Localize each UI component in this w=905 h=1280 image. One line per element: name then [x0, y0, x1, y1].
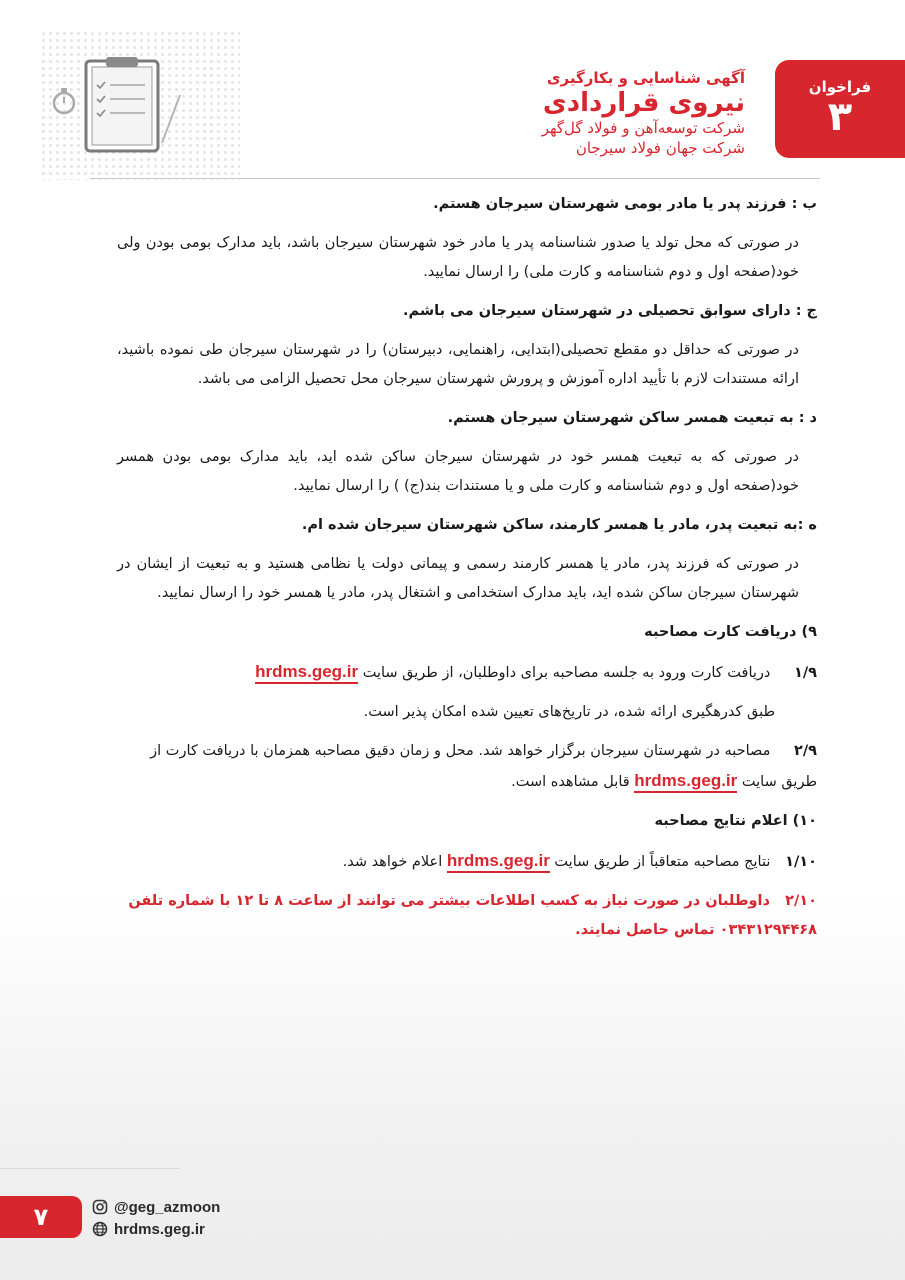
page-number: ۷	[0, 1196, 82, 1238]
instagram-handle: @geg_azmoon	[114, 1198, 221, 1216]
item-9-2-end: قابل مشاهده است.	[511, 774, 630, 790]
section-b-heading: ب : فرزند پدر یا مادر بومی شهرستان سیرجان هستم.	[433, 196, 817, 212]
website-row[interactable]	[92, 1218, 220, 1240]
website-url: hrdms.geg.ir	[114, 1220, 205, 1238]
item-9-2	[117, 737, 817, 797]
badge-number: ۳	[827, 94, 853, 140]
section-d-text: در صورتی که به تبعیت همسر خود در شهرستان سیرجان ساکن شده اید، باید مدارک بومی بودن همسر خود(صفحه اول و دوم شناسنامه و کارت ملی و یا مستندات بند(ج) ) را ارسال نمایید.	[117, 449, 799, 494]
call-badge	[775, 60, 905, 158]
header-line-2: نیروی قراردادی	[542, 88, 745, 118]
section-b-text: در صورتی که محل تولد یا صدور شناسنامه پدر یا مادر خود شهرستان سیرجان باشد، باید مدارک بومی بودن ولی خود(صفحه اول و دوم شناسنامه و کارت ملی) را ارسال نمایید.	[117, 235, 799, 280]
footer-contacts	[92, 1196, 220, 1240]
item-9-2-number: ۲/۹	[794, 743, 817, 759]
item-10-2-text: داوطلبان در صورت نیاز به کسب اطلاعات بیشتر می توانند از ساعت ۸ تا ۱۲ با شماره تلفن ۰۳۴۳۱۲۹۴۴۶۸ تماس حاصل نمایند.	[128, 893, 817, 938]
item-10-2	[117, 887, 817, 945]
header-line-3: شرکت توسعه‌آهن و فولاد گل‌گهر	[541, 119, 745, 137]
page-header	[0, 60, 905, 165]
item-10-1-text: نتایج مصاحبه متعاقباً از طریق سایت	[554, 854, 771, 870]
globe-icon	[92, 1221, 108, 1237]
item-9-2-text: مصاحبه در شهرستان سیرجان برگزار خواهد شد. محل و زمان دقیق مصاحبه همزمان با دریافت کارت از طریق سایت	[150, 743, 817, 790]
item-10-1	[117, 846, 817, 877]
item-10-1-number: ۱/۱۰	[785, 854, 817, 870]
site-link[interactable]: hrdms.geg.ir	[255, 662, 358, 684]
header-title	[542, 68, 745, 158]
section-h-heading: ه :به تبعیت پدر، مادر یا همسر کارمند، ساکن شهرستان سیرجان شده ام.	[301, 517, 817, 533]
section-d-heading: د : به تبعیت همسر ساکن شهرستان سیرجان هستم.	[447, 410, 817, 426]
item-9-1-text: دریافت کارت ورود به جلسه مصاحبه برای داوطلبان، از طریق سایت	[362, 665, 771, 681]
item-9-1-continued: طبق کدرهگیری ارائه شده، در تاریخ‌های تعیین شده امکان پذیر است.	[363, 704, 775, 720]
section-9-title: ۹) دریافت کارت مصاحبه	[644, 624, 817, 640]
item-9-1-number: ۱/۹	[794, 665, 817, 681]
section-j-text: در صورتی که حداقل دو مقطع تحصیلی(ابتدایی، راهنمایی، دبیرستان) را در شهرستان سیرجان طی نموده باشید، ارائه مستندات لازم با تأیید اداره آموزش و پرورش شهرستان سیرجان محل تحصیل الزامی می باشد.	[117, 342, 799, 387]
instagram-row[interactable]	[92, 1196, 220, 1218]
header-line-4: شرکت جهان فولاد سیرجان	[575, 139, 745, 157]
header-divider	[90, 178, 820, 179]
site-link[interactable]: hrdms.geg.ir	[447, 851, 550, 873]
item-10-2-number: ۲/۱۰	[785, 893, 817, 909]
document-body	[117, 190, 817, 955]
badge-label: فراخوان	[808, 78, 872, 96]
site-link[interactable]: hrdms.geg.ir	[634, 771, 737, 793]
footer-divider	[0, 1168, 180, 1169]
section-h-text: در صورتی که فرزند پدر، مادر یا همسر کارمند رسمی و پیمانی دولت یا نظامی هستید و به تبعیت از ایشان در شهرستان سیرجان ساکن شده اید، باید مدارک استخدامی و اشتغال پدر، مادر یا همسر خود را ارسال نمایید.	[117, 556, 799, 601]
header-line-1: آگهی شناسایی و بکارگیری	[546, 69, 745, 87]
item-9-1	[117, 657, 817, 688]
section-10-title: ۱۰) اعلام نتایج مصاحبه	[654, 813, 817, 829]
instagram-icon	[92, 1199, 108, 1215]
item-10-1-end: اعلام خواهد شد.	[342, 854, 443, 870]
section-j-heading: ج : دارای سوابق تحصیلی در شهرستان سیرجان می باشم.	[402, 303, 817, 319]
